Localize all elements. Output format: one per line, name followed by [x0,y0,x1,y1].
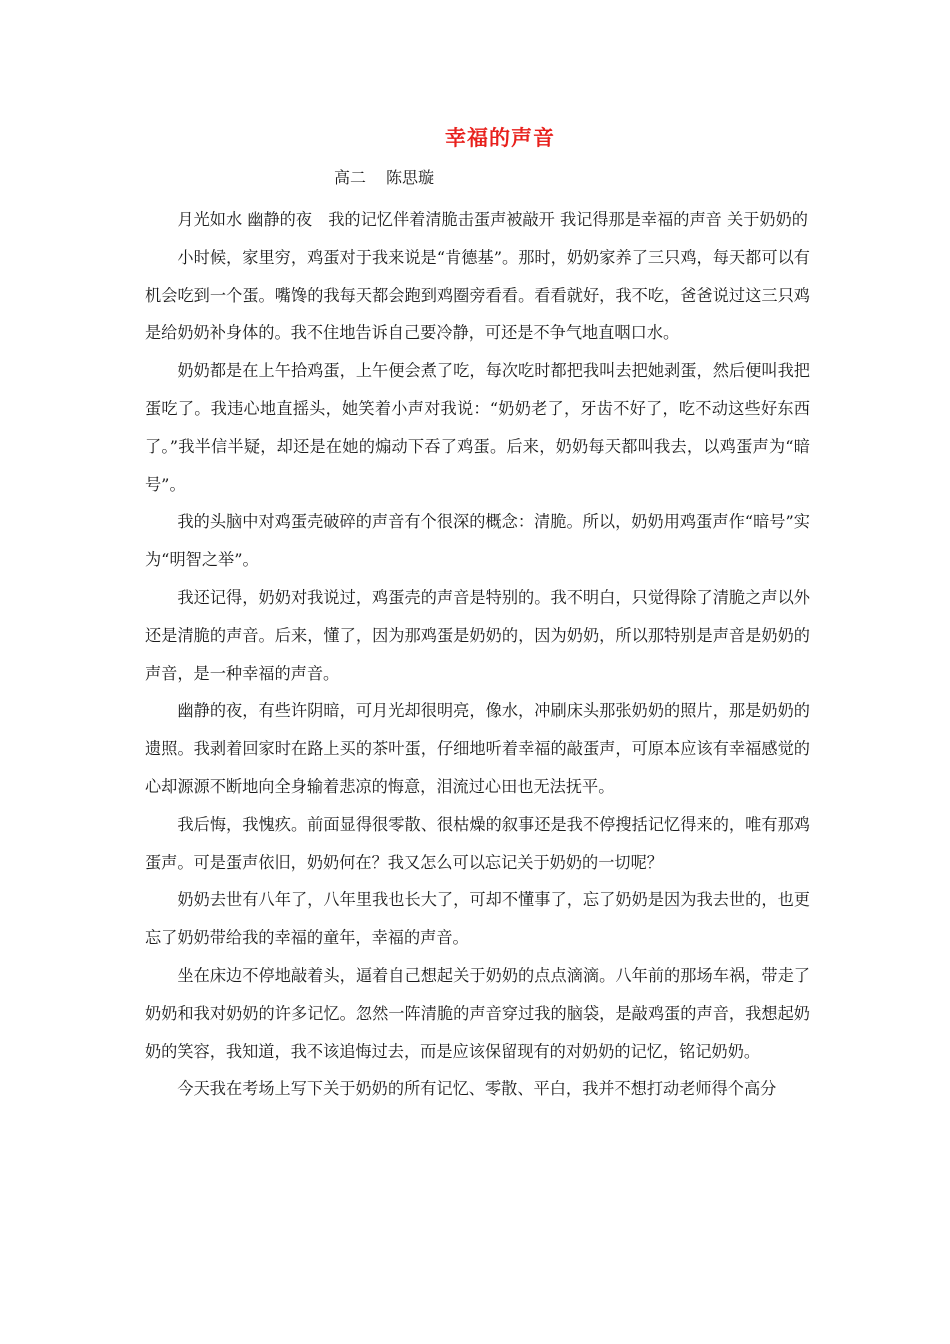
byline [334,165,434,188]
grade-label: 高二 [334,168,367,187]
essay-body [145,201,810,1108]
paragraph: 幽静的夜，有些许阴暗，可月光却很明亮，像水，冲刷床头那张奶奶的照片，那是奶奶的遗照。我剥着回家时在路上买的茶叶蛋，仔细地听着幸福的敲蛋声，可原本应该有幸福感觉的心却源源不断地向全身输着悲凉的悔意，泪流过心田也无法抚平。 [145,701,810,796]
essay-title: 幸福的声音 [445,126,555,150]
paragraph: 我后悔，我愧疚。前面显得很零散、很枯燥的叙事还是我不停搜括记忆得来的，唯有那鸡蛋声。可是蛋声依旧，奶奶何在？我又怎么可以忘记关于奶奶的一切呢？ [145,814,810,872]
paragraph: 我的头脑中对鸡蛋壳破碎的声音有个很深的概念：清脆。所以，奶奶用鸡蛋声作“暗号”实为“明智之举”。 [145,512,810,570]
paragraph: 月光如水 幽静的夜 我的记忆伴着清脆击蛋声被敲开 我记得那是幸福的声音 关于奶奶的 [177,210,808,229]
author-name: 陈思璇 [386,168,435,187]
paragraph: 坐在床边不停地敲着头，逼着自己想起关于奶奶的点点滴滴。八年前的那场车祸，带走了奶奶和我对奶奶的许多记忆。忽然一阵清脆的声音穿过我的脑袋，是敲鸡蛋的声音，我想起奶奶的笑容，我知道，我不该追悔过去，而是应该保留现有的对奶奶的记忆，铭记奶奶。 [145,965,810,1061]
paragraph: 我还记得，奶奶对我说过，鸡蛋壳的声音是特别的。我不明白，只觉得除了清脆之声以外还是清脆的声音。后来，懂了，因为那鸡蛋是奶奶的，因为奶奶，所以那特别是声音是奶奶的声音，是一种幸福的声音。 [145,587,810,683]
paragraph: 小时候，家里穷，鸡蛋对于我来说是“肯德基”。那时，奶奶家养了三只鸡，每天都可以有机会吃到一个蛋。嘴馋的我每天都会跑到鸡圈旁看看。看看就好，我不吃，爸爸说过这三只鸡是给奶奶补身体的。我不住地告诉自己要冷静，可还是不争气地直咽口水。 [145,247,810,343]
paragraph: 今天我在考场上写下关于奶奶的所有记忆、零散、平白，我并不想打动老师得个高分 [177,1079,777,1099]
paragraph: 奶奶去世有八年了，八年里我也长大了，可却不懂事了，忘了奶奶是因为我去世的，也更忘了奶奶带给我的幸福的童年，幸福的声音。 [145,890,810,948]
paragraph: 奶奶都是在上午拾鸡蛋，上午便会煮了吃，每次吃时都把我叫去把她剥蛋，然后便叫我把蛋吃了。我违心地直摇头，她笑着小声对我说：“奶奶老了，牙齿不好了，吃不动这些好东西了。”我半信半疑，却还是在她的煽动下吞了鸡蛋。后来，奶奶每天都叫我去，以鸡蛋声为“暗号”。 [145,361,810,494]
